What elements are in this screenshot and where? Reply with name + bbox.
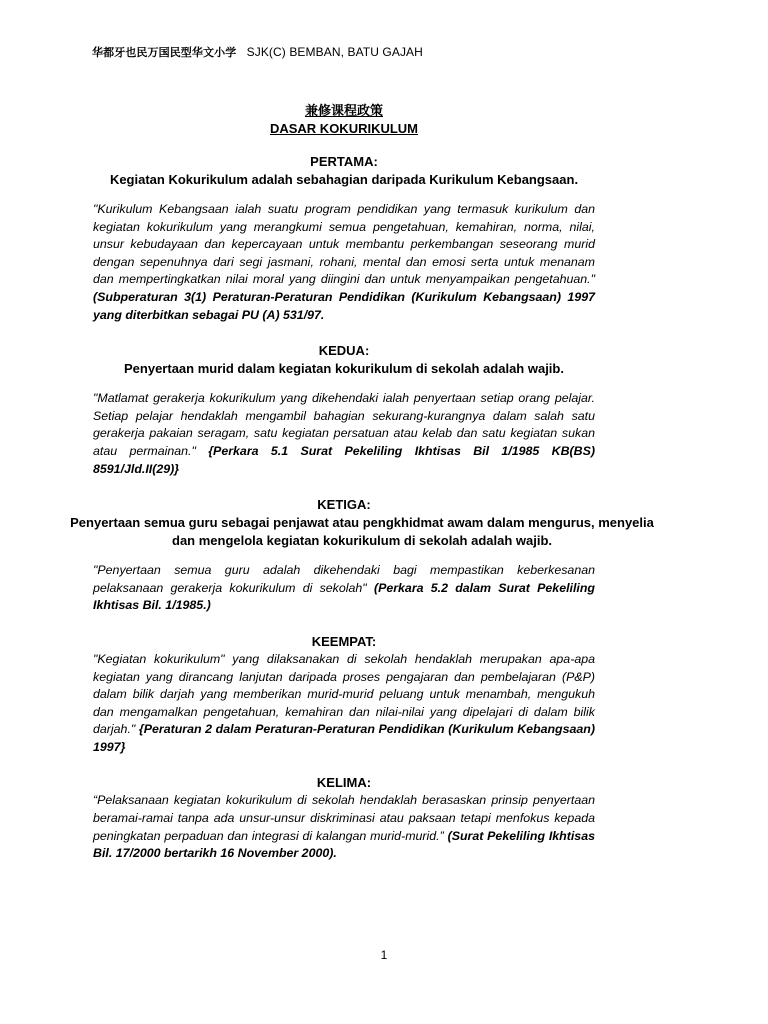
section-statement: Penyertaan murid dalam kegiatan kokurikulum di sekolah adalah wajib. xyxy=(124,361,564,377)
section-quote xyxy=(93,792,595,862)
page-header xyxy=(92,44,423,60)
quote-text: "Kegiatan kokurikulum" yang dilaksanakan di sekolah hendaklah merupakan apa-apa kegiatan yang dirancang lanjutan daripada proses pengajaran dan pembelajaran (P&P) dalam bilik darjah yang memberikan murid-murid peluang untuk menambah, mengukuh dan mengamalkan pengetahuan, kemahiran dan nilai-nilai yang dipelajari di dalam bilik darjah." xyxy=(93,651,595,737)
section-quote xyxy=(93,562,595,615)
section-quote xyxy=(93,201,595,324)
title-chinese: 兼修课程政策 xyxy=(304,104,383,119)
section-statement: Penyertaan semua guru sebagai penjawat atau pengkhidmat awam dalam mengurus, menyelia dan mengelola kegiatan kokurikulum di sekolah adalah wajib. xyxy=(70,515,654,549)
quote-text: "Matlamat gerakerja kokurikulum yang dikehendaki ialah penyertaan setiap orang pelajar. Setiap pelajar hendaklah mengambil bahagian sekurang-kurangnya dalam salah satu gerakerja pakaian seragam, satu kegiatan persatuan atau kelab dan satu kegiatan sukan atau permainan." xyxy=(93,391,595,458)
quote-reference: {Peraturan 2 dalam Peraturan-Peraturan Pendidikan (Kurikulum Kebangsaan) 1997} xyxy=(93,722,595,754)
quote-text: “Pelaksanaan kegiatan kokurikulum di sekolah hendaklah berasaskan prinsip penyertaan beramai-ramai tanpa ada unsur-unsur diskriminasi atau paksaan tetapi menfokus kepada peningkatan perpaduan dan integrasi di kalangan murid-murid.” xyxy=(93,793,595,843)
section-heading: PERTAMA: xyxy=(310,154,378,169)
school-name-chinese: 华都牙也民万国民型华文小学 xyxy=(92,46,237,59)
section-heading: KELIMA: xyxy=(316,775,372,791)
school-name-malay: SJK(C) BEMBAN, BATU GAJAH xyxy=(246,45,423,59)
quote-reference: (Perkara 5.2 dalam Surat Pekeliling Ikhtisas Bil. 1/1985.) xyxy=(93,580,595,613)
section-heading: KEEMPAT: xyxy=(311,633,377,649)
quote-reference: (Surat Pekeliling Ikhtisas Bil. 17/2000 bertarikh 16 November 2000). xyxy=(93,828,595,861)
section-quote xyxy=(93,390,595,478)
quote-reference: (Subperaturan 3(1) Peraturan-Peraturan Pendidikan (Kurikulum Kebangsaan) 1997 yang diterbitkan sebagai PU (A) 531/97. xyxy=(93,289,595,322)
page-number: 1 xyxy=(380,948,388,962)
quote-text: "Penyertaan semua guru adalah dikehendaki bagi mempastikan keberkesanan pelaksanaan gerakerja kokurikulum di sekolah" xyxy=(93,563,595,595)
section-statement: Kegiatan Kokurikulum adalah sebahagian daripada Kurikulum Kebangsaan. xyxy=(109,172,579,187)
section-quote xyxy=(93,651,595,757)
section-heading: KETIGA: xyxy=(317,497,371,513)
quote-reference: {Perkara 5.1 Surat Pekeliling Ikhtisas Bil 1/1985 KB(BS) 8591/Jld.II(29)} xyxy=(93,443,595,476)
document-body xyxy=(70,103,654,863)
section-kelima xyxy=(93,774,595,862)
section-kedua xyxy=(93,342,595,478)
section-heading: KEDUA: xyxy=(318,343,370,359)
section-keempat xyxy=(93,633,595,757)
section-pertama xyxy=(93,153,595,324)
section-ketiga xyxy=(70,496,654,615)
title-malay: DASAR KOKURIKULUM xyxy=(269,121,419,136)
quote-text: "Kurikulum Kebangsaan ialah suatu program pendidikan yang termasuk kurikulum dan kegiatan kokurikulum yang merangkumi semua pengetahuan, kemahiran, norma, nilai, unsur kebudayaan dan kepercayaan untuk membantu perkembangan seseorang murid dengan sepenuhnya dari segi jasmani, rohani, mental dan emosi serta untuk menanam dan mempertingkatkan nilai moral yang diingini dan untuk menyampaikan pengetahuan." xyxy=(93,202,595,287)
